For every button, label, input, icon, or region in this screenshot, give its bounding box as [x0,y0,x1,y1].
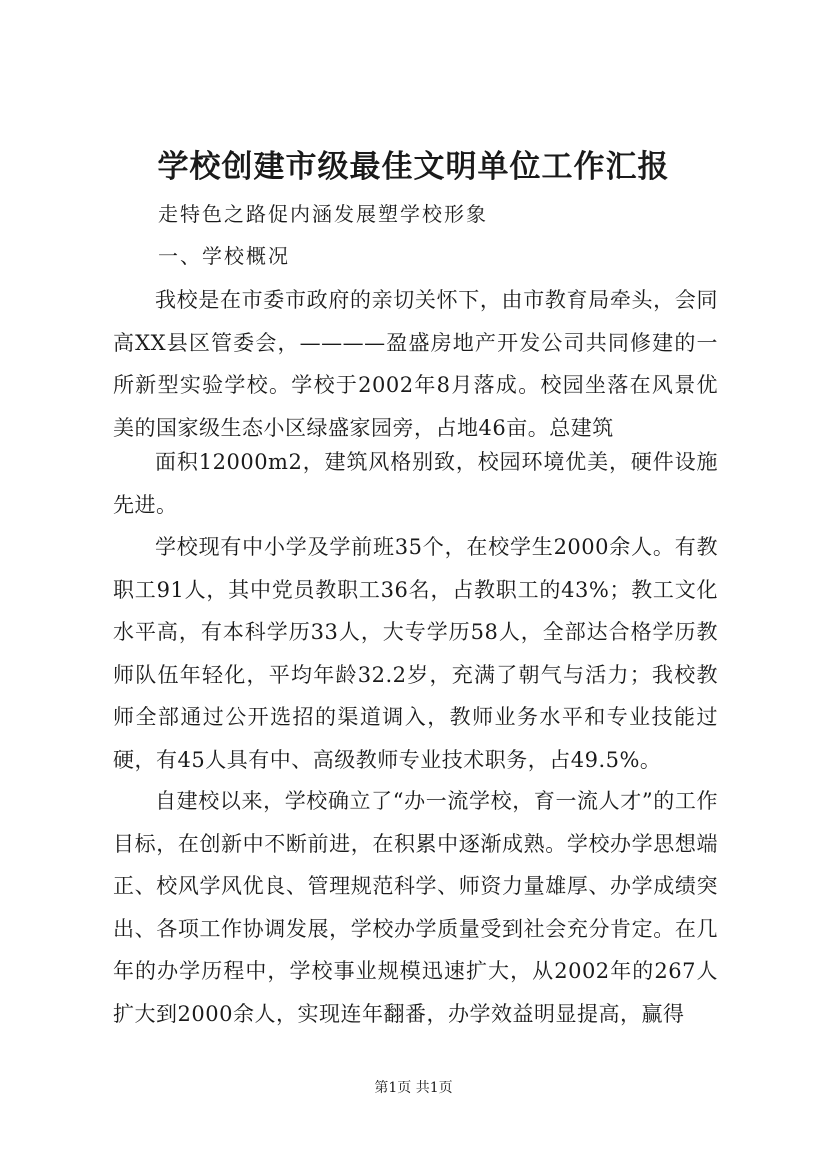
body-paragraph: 面积12000m2，建筑风格别致，校园环境优美，硬件设施先进。 [113,450,718,517]
document-title: 学校创建市级最佳文明单位工作汇报 [157,149,670,185]
body-paragraph: 学校现有中小学及学前班35个，在校学生2000余人。有教职工91人，其中党员教职工36名，占教职工的43%；教工文化水平高，有本科学历33人，大专学历58人，全部达合格学历教师队伍年轻化，平均年龄32.2岁，充满了朝气与活力；我校教师全部通过公开选招的渠道调入，教师业务水平和专业技能过硬，有45人具有中、高级教师专业技术职务，占49.5%。 [113,535,718,772]
page-number-footer: 第1页 共1页 [374,1080,453,1096]
document-subtitle: 走特色之路促内涵发展塑学校形象 [158,202,488,226]
body-paragraph: 我校是在市委市政府的亲切关怀下，由市教育局牵头，会同高XX县区管委会，————盈盛房地产开发公司共同修建的一所新型实验学校。学校于2002年8月落成。校园坐落在风景优美的国家级生态小区绿盛家园旁，占地46亩。总建筑 [113,288,718,440]
section-heading: 一、学校概况 [158,244,290,268]
body-paragraph: 自建校以来，学校确立了“办一流学校，育一流人才”的工作目标，在创新中不断前进，在积累中逐渐成熟。学校办学思想端正、校风学风优良、管理规范科学、师资力量雄厚、办学成绩突出、各项工作协调发展，学校办学质量受到社会充分肯定。在几年的办学历程中，学校事业规模迅速扩大，从2002年的267人扩大到2000余人，实现连年翻番，办学效益明显提高，赢得 [113,789,718,1026]
